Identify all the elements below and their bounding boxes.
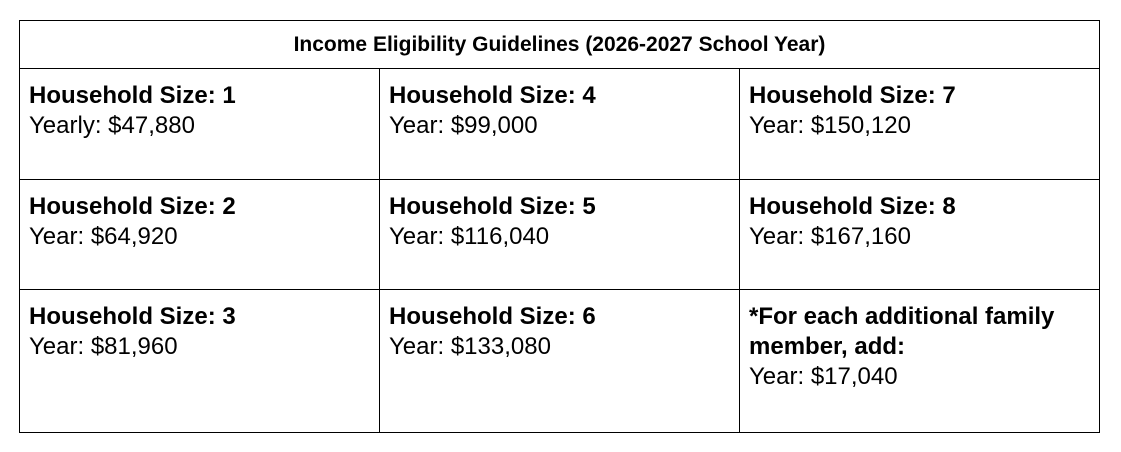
table-cell [740, 179, 1100, 290]
income-value: Year: $99,000 [389, 112, 538, 140]
household-size-label: Household Size: 5 [389, 192, 596, 220]
table-cell [20, 69, 380, 180]
income-value: Year: $167,160 [749, 222, 911, 250]
income-value: Year: $81,960 [29, 333, 178, 361]
income-value: Year: $64,920 [29, 222, 178, 250]
household-size-label: Household Size: 6 [389, 303, 596, 331]
income-value: Year: $150,120 [749, 112, 911, 140]
household-size-label: Household Size: 7 [749, 82, 956, 110]
household-size-label: Household Size: 1 [29, 82, 236, 110]
income-eligibility-table [19, 20, 1100, 433]
table-row [20, 290, 1100, 433]
income-value: Yearly: $47,880 [29, 112, 195, 140]
income-value: Year: $116,040 [389, 222, 550, 250]
table-title: Income Eligibility Guidelines (2026-2027 School Year) [20, 21, 1100, 69]
table-cell [380, 290, 740, 433]
table-cell [20, 290, 380, 433]
table-title-row [20, 21, 1100, 69]
table-cell [380, 69, 740, 180]
household-size-label: Household Size: 2 [29, 192, 236, 220]
table-cell [20, 179, 380, 290]
household-size-label: Household Size: 3 [29, 303, 236, 331]
table-cell [740, 290, 1100, 433]
table-row [20, 179, 1100, 290]
table-cell [740, 69, 1100, 180]
income-value: Year: $17,040 [749, 363, 898, 391]
income-value: Year: $133,080 [389, 333, 551, 361]
additional-member-label: *For each additional family member, add: [749, 303, 1055, 361]
household-size-label: Household Size: 4 [389, 82, 596, 110]
table-cell [380, 179, 740, 290]
table-row [20, 69, 1100, 180]
household-size-label: Household Size: 8 [749, 192, 956, 220]
